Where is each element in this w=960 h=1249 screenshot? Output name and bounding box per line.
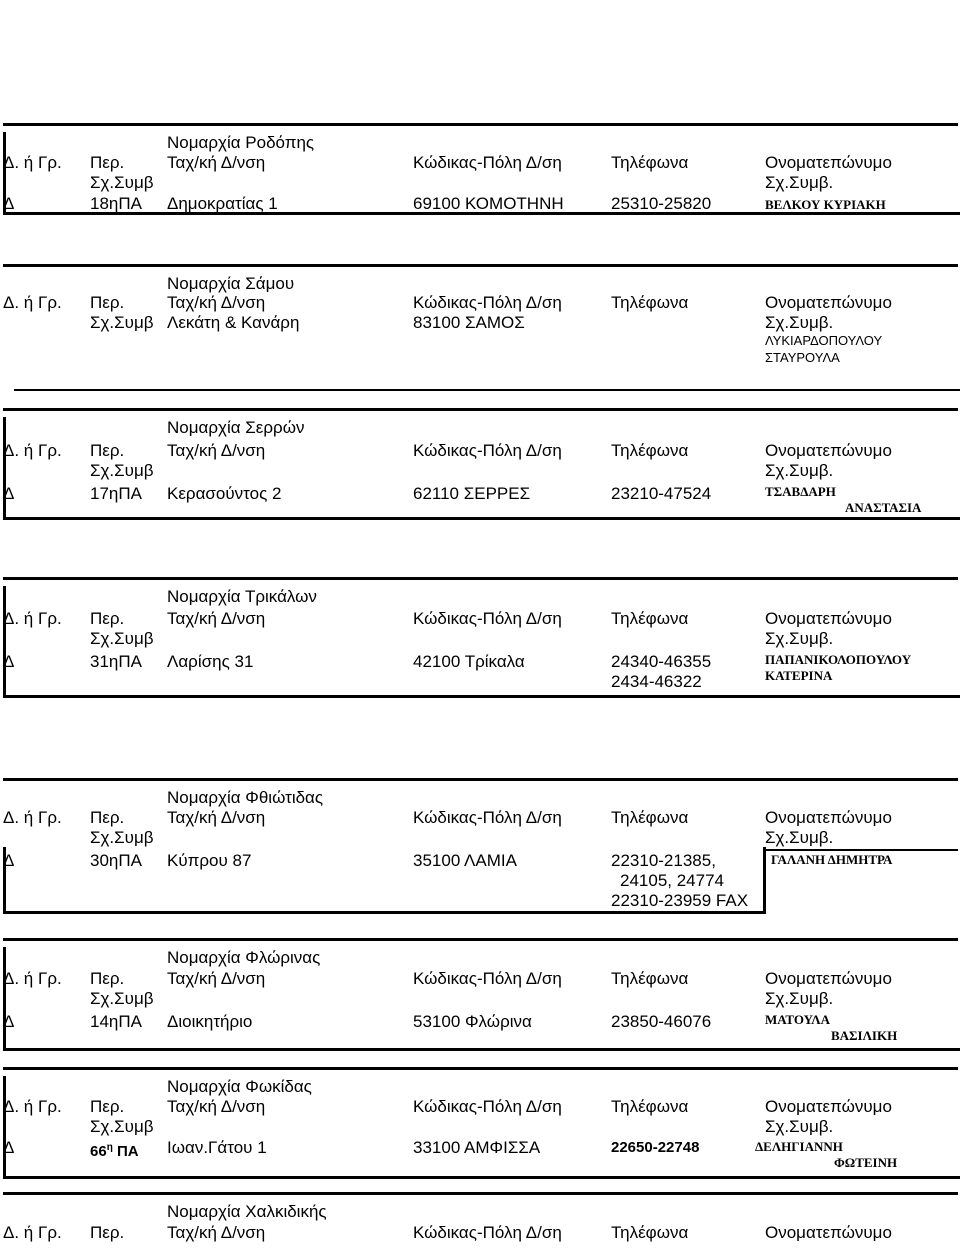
header-city: Κώδικας-Πόλη Δ/ση — [413, 1097, 562, 1116]
header-name-sub: Σχ.Συμβ. — [765, 629, 834, 648]
header-school-sub: Σχ.Συμβ — [90, 461, 154, 480]
prefecture-block-chalkidiki — [3, 1192, 958, 1249]
prefecture-title: Νομαρχία Τρικάλων — [167, 587, 317, 606]
prefecture-title: Νομαρχία Φλώρινας — [167, 948, 321, 967]
row-school: 30ηΠΑ — [90, 851, 142, 870]
row-city: 53100 Φλώρινα — [413, 1012, 532, 1031]
header-school: Περ. — [90, 609, 125, 628]
prefecture-block-samos — [3, 264, 958, 374]
row-name-line2: ΦΩΤΕΙΝΗ — [834, 1155, 898, 1170]
prefecture-block-florina — [3, 938, 958, 1051]
header-address: Ταχ/κή Δ/νση — [167, 1097, 266, 1116]
header-school: Περ. — [90, 153, 125, 172]
prefecture-title: Νομαρχία Ροδόπης — [167, 133, 315, 152]
header-school-sub: Σχ.Συμβ — [90, 828, 154, 847]
header-name: Ονοματεπώνυμο — [765, 969, 892, 988]
row-type: Δ — [3, 1012, 15, 1031]
row-address: Δημοκρατίας 1 — [167, 194, 278, 213]
header-city: Κώδικας-Πόλη Δ/ση — [413, 153, 562, 172]
prefecture-block-serres — [3, 408, 958, 520]
block-top-rule — [3, 1192, 958, 1195]
header-city: Κώδικας-Πόλη Δ/ση — [413, 441, 562, 460]
block-top-rule — [3, 408, 958, 411]
row-address: Λεκάτη & Κανάρη — [167, 313, 300, 332]
row-address: Διοικητήριο — [167, 1012, 253, 1031]
block-top-rule — [3, 123, 958, 126]
header-type: Δ. ή Γρ. — [3, 293, 62, 312]
header-phone: Τηλέφωνα — [611, 153, 689, 172]
row-address: Κύπρου 87 — [167, 851, 252, 870]
row-phone: 23210-47524 — [611, 484, 712, 503]
prefecture-block-rodopi — [3, 123, 958, 215]
row-name: ΒΕΛΚΟΥ ΚΥΡΙΑΚΗ — [765, 197, 886, 212]
header-type: Δ. ή Γρ. — [3, 808, 62, 827]
block-top-rule — [3, 938, 958, 941]
row-school: 31ηΠΑ — [90, 652, 142, 671]
header-school-sub: Σχ.Συμβ — [90, 629, 154, 648]
header-school-sub: Σχ.Συμβ — [90, 1117, 154, 1136]
header-name: Ονοματεπώνυμο — [765, 293, 892, 312]
row-city: 62110 ΣΕΡΡΕΣ — [413, 484, 531, 503]
header-city: Κώδικας-Πόλη Δ/ση — [413, 293, 562, 312]
header-name-sub: Σχ.Συμβ. — [765, 313, 834, 332]
header-phone: Τηλέφωνα — [611, 1097, 689, 1116]
row-school: 18ηΠΑ — [90, 194, 142, 213]
prefecture-block-trikala — [3, 577, 958, 698]
row-name: ΔΕΛΗΓΙΑΝΝΗ — [755, 1139, 843, 1154]
header-type: Δ. ή Γρ. — [3, 1097, 62, 1116]
row-name: ΤΣΑΒΔΑΡΗ — [765, 484, 836, 499]
row-city: 42100 Τρίκαλα — [413, 652, 525, 671]
prefecture-title: Νομαρχία Χαλκιδικής — [167, 1202, 327, 1221]
row-school: Σχ.Συμβ — [90, 313, 154, 332]
prefecture-title: Νομαρχία Φωκίδας — [167, 1077, 312, 1096]
header-city: Κώδικας-Πόλη Δ/ση — [413, 609, 562, 628]
block-top-rule — [3, 577, 958, 580]
header-type: Δ. ή Γρ. — [3, 153, 62, 172]
row-phone: 22650-22748 — [611, 1139, 700, 1156]
prefecture-title: Νομαρχία Φθιώτιδας — [167, 788, 324, 807]
header-name: Ονοματεπώνυμο — [765, 1097, 892, 1116]
header-school-sub: Σχ.Συμβ — [90, 173, 154, 192]
header-type: Δ. ή Γρ. — [3, 441, 62, 460]
row-type: Δ — [3, 194, 15, 213]
row-name: ΓΑΛΑΝΗ ΔΗΜΗΤΡΑ — [771, 852, 893, 867]
header-name: Ονοματεπώνυμο — [765, 1223, 892, 1242]
header-name: Ονοματεπώνυμο — [765, 808, 892, 827]
header-phone: Τηλέφωνα — [611, 1223, 689, 1242]
row-phone: 23850-46076 — [611, 1012, 712, 1031]
row-school: 17ηΠΑ — [90, 484, 142, 503]
header-name-sub: Σχ.Συμβ. — [765, 989, 834, 1008]
header-type: Δ. ή Γρ. — [3, 1223, 62, 1242]
header-type: Δ. ή Γρ. — [3, 609, 62, 628]
header-phone: Τηλέφωνα — [611, 441, 689, 460]
block-top-rule — [3, 264, 958, 267]
header-name-sub: Σχ.Συμβ. — [765, 173, 834, 192]
header-school: Περ. — [90, 1223, 125, 1242]
header-city: Κώδικας-Πόλη Δ/ση — [413, 1223, 562, 1242]
row-type: Δ — [3, 484, 15, 503]
header-name: Ονοματεπώνυμο — [765, 609, 892, 628]
row-address: Λαρίσης 31 — [167, 652, 254, 671]
header-address: Ταχ/κή Δ/νση — [167, 609, 266, 628]
row-school: $66^\eta$ ΠΑ — [90, 1142, 139, 1160]
header-name-sub: Σχ.Συμβ. — [765, 1117, 834, 1136]
header-name-sub: Σχ.Συμβ. — [765, 461, 834, 480]
header-phone: Τηλέφωνα — [611, 609, 689, 628]
row-name-line2: ΚΑΤΕΡΙΝΑ — [765, 668, 833, 683]
row-phone: 22310-21385, — [611, 851, 716, 870]
header-school: Περ. — [90, 808, 125, 827]
row-city: 83100 ΣΑΜΟΣ — [413, 313, 525, 332]
row-name-line2: ΑΝΑΣΤΑΣΙΑ — [845, 500, 922, 515]
header-phone: Τηλέφωνα — [611, 969, 689, 988]
row-address: Κερασούντος 2 — [167, 484, 282, 503]
row-name: ΛΥΚΙΑΡΔΟΠΟΥΛΟΥ — [765, 333, 883, 348]
header-phone: Τηλέφωνα — [611, 293, 689, 312]
row-name-line2: ΣΤΑΥΡΟΥΛΑ — [765, 350, 840, 365]
header-name: Ονοματεπώνυμο — [765, 441, 892, 460]
row-type: Δ — [3, 1138, 15, 1157]
row-phone-line2: 24105, 24774 — [620, 871, 724, 890]
name-cell-rule — [763, 849, 958, 851]
block-top-rule — [3, 778, 958, 781]
separator-rule — [14, 389, 960, 391]
header-address: Ταχ/κή Δ/νση — [167, 153, 266, 172]
header-school: Περ. — [90, 293, 125, 312]
prefecture-block-fthiotida — [3, 778, 958, 914]
row-city: 35100 ΛΑΜΙΑ — [413, 851, 517, 870]
prefecture-title: Νομαρχία Σάμου — [167, 274, 295, 293]
row-name: ΠΑΠΑΝΙΚΟΛΟΠΟΥΛΟΥ — [765, 652, 912, 667]
header-address: Ταχ/κή Δ/νση — [167, 808, 266, 827]
header-phone: Τηλέφωνα — [611, 808, 689, 827]
header-address: Ταχ/κή Δ/νση — [167, 441, 266, 460]
prefecture-title: Νομαρχία Σερρών — [167, 418, 305, 437]
header-type: Δ. ή Γρ. — [3, 969, 62, 988]
header-school: Περ. — [90, 441, 125, 460]
header-name-sub: Σχ.Συμβ. — [765, 828, 834, 847]
prefecture-block-fokida — [3, 1067, 958, 1179]
header-city: Κώδικας-Πόλη Δ/ση — [413, 969, 562, 988]
row-name-line2: ΒΑΣΙΛΙΚΗ — [831, 1028, 898, 1043]
header-school: Περ. — [90, 969, 125, 988]
row-phone-line2: 2434-46322 — [611, 672, 702, 691]
row-phone: 24340-46355 — [611, 652, 712, 671]
row-type: Δ — [3, 851, 15, 870]
block-top-rule — [3, 1067, 958, 1070]
row-phone: 25310-25820 — [611, 194, 712, 213]
header-school: Περ. — [90, 1097, 125, 1116]
row-city: 33100 ΑΜΦΙΣΣΑ — [413, 1138, 541, 1157]
header-name: Ονοματεπώνυμο — [765, 153, 892, 172]
header-address: Ταχ/κή Δ/νση — [167, 1223, 266, 1242]
header-school-sub: Σχ.Συμβ — [90, 989, 154, 1008]
row-phone-line3: 22310-23959 FAX — [611, 891, 749, 910]
header-address: Ταχ/κή Δ/νση — [167, 293, 266, 312]
row-school: 14ηΠΑ — [90, 1012, 142, 1031]
header-city: Κώδικας-Πόλη Δ/ση — [413, 808, 562, 827]
row-type: Δ — [3, 652, 15, 671]
row-name: ΜΑΤΟΥΛΑ — [765, 1012, 830, 1027]
header-address: Ταχ/κή Δ/νση — [167, 969, 266, 988]
row-address: Ιωαν.Γάτου 1 — [167, 1138, 267, 1157]
row-city: 69100 ΚΟΜΟΤΗΝΗ — [413, 194, 564, 213]
